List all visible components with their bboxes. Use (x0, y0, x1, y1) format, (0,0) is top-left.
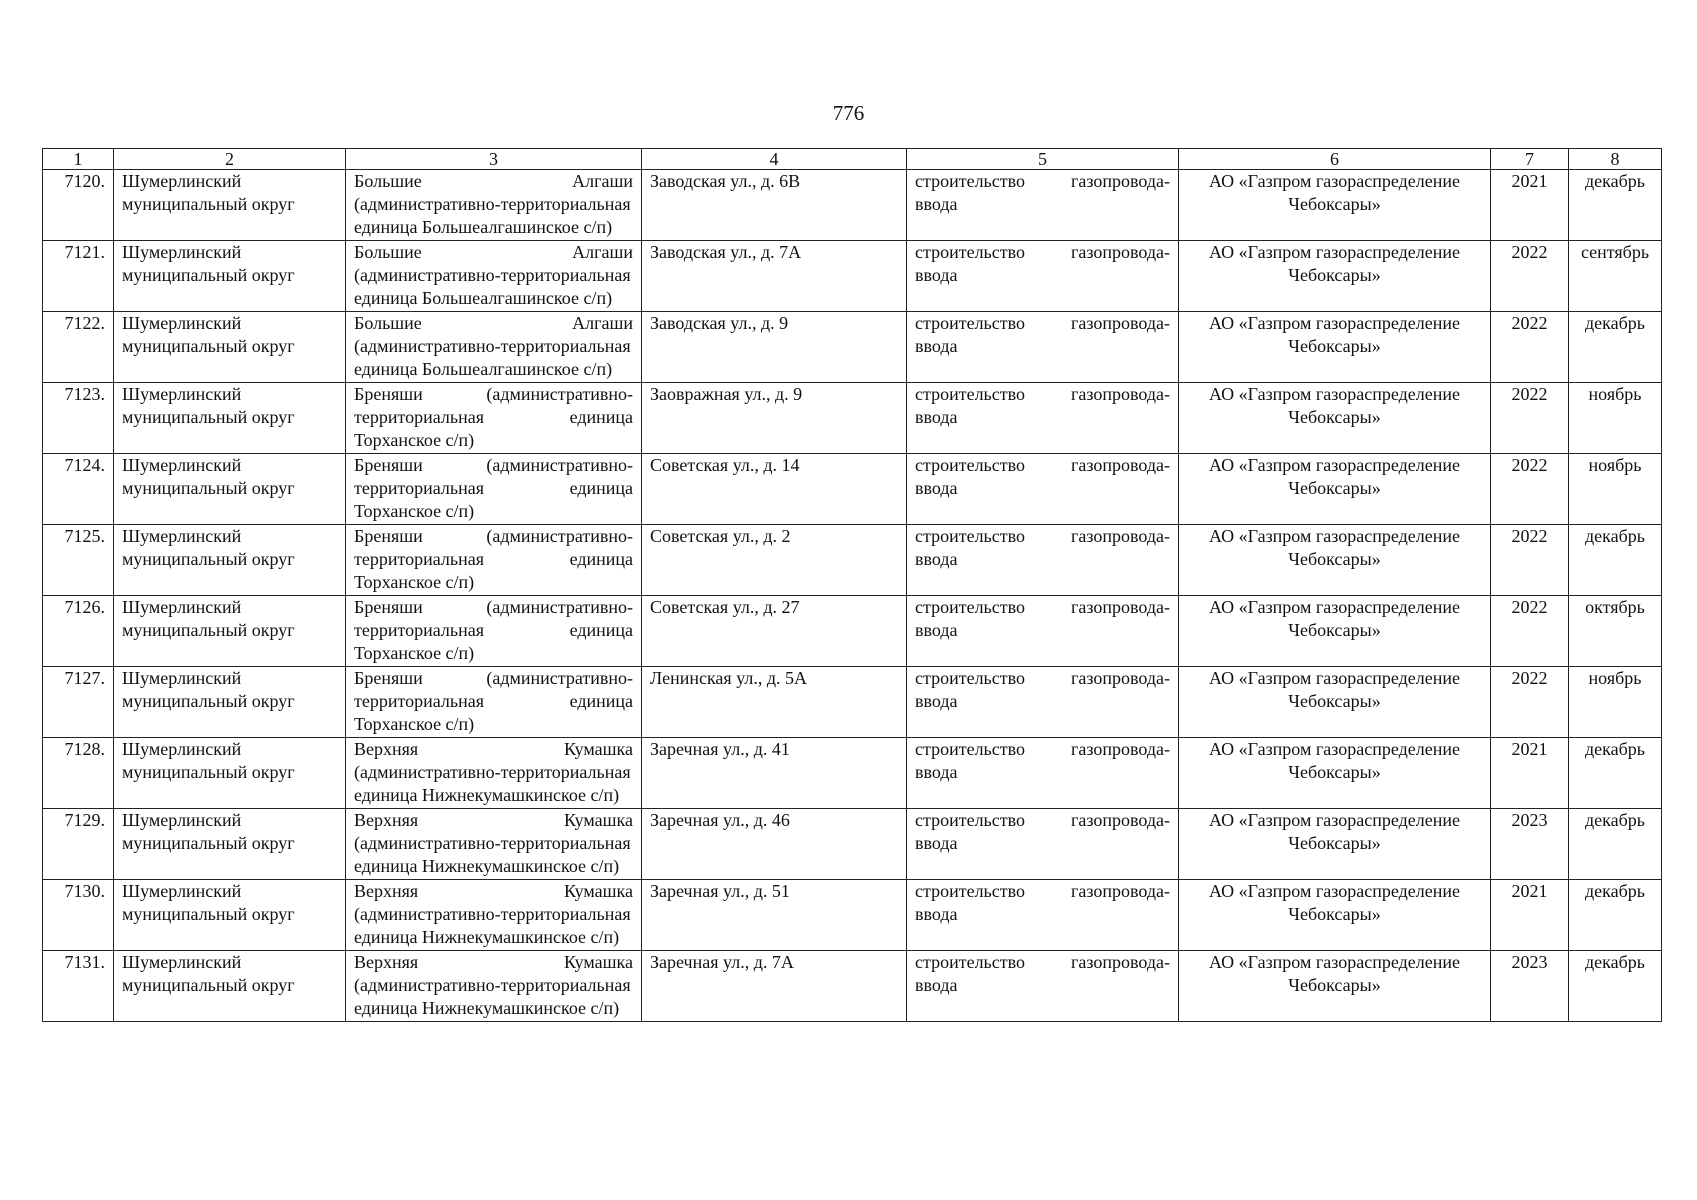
year-cell: 2022 (1491, 312, 1569, 383)
month-cell: сентябрь (1569, 241, 1662, 312)
row-number: 7125. (43, 525, 114, 596)
column-header: 5 (907, 149, 1179, 170)
row-number: 7123. (43, 383, 114, 454)
column-header: 6 (1179, 149, 1491, 170)
organization-cell: АО «Газпром газораспределение Чебоксары» (1179, 312, 1491, 383)
gas-connection-table (42, 148, 1662, 1022)
column-number-row (43, 149, 1662, 170)
settlement-cell: Бреняши (административно-территориальная единица Торханское с/п) (346, 454, 642, 525)
month-cell: ноябрь (1569, 383, 1662, 454)
year-cell: 2021 (1491, 170, 1569, 241)
address-cell: Заовражная ул., д. 9 (642, 383, 907, 454)
column-header: 3 (346, 149, 642, 170)
address-cell: Советская ул., д. 2 (642, 525, 907, 596)
organization-cell: АО «Газпром газораспределение Чебоксары» (1179, 951, 1491, 1022)
row-number: 7127. (43, 667, 114, 738)
year-cell: 2022 (1491, 667, 1569, 738)
month-cell: декабрь (1569, 312, 1662, 383)
column-header: 2 (114, 149, 346, 170)
district-cell: Шумерлинский муниципальный округ (114, 738, 346, 809)
address-cell: Заречная ул., д. 7А (642, 951, 907, 1022)
work-type-cell: строительство газопровода-ввода (907, 312, 1179, 383)
row-number: 7124. (43, 454, 114, 525)
month-cell: декабрь (1569, 738, 1662, 809)
page-number: 776 (832, 101, 865, 125)
settlement-cell: Бреняши (административно-территориальная единица Торханское с/п) (346, 525, 642, 596)
address-cell: Заводская ул., д. 9 (642, 312, 907, 383)
table-row (43, 525, 1662, 596)
district-cell: Шумерлинский муниципальный округ (114, 525, 346, 596)
settlement-cell: Большие Алгаши (административно-территориальная единица Большеалгашинское с/п) (346, 170, 642, 241)
row-number: 7122. (43, 312, 114, 383)
row-number: 7121. (43, 241, 114, 312)
row-number: 7131. (43, 951, 114, 1022)
year-cell: 2023 (1491, 951, 1569, 1022)
row-number: 7120. (43, 170, 114, 241)
table-row (43, 170, 1662, 241)
row-number: 7126. (43, 596, 114, 667)
year-cell: 2021 (1491, 880, 1569, 951)
address-cell: Советская ул., д. 14 (642, 454, 907, 525)
work-type-cell: строительство газопровода-ввода (907, 525, 1179, 596)
organization-cell: АО «Газпром газораспределение Чебоксары» (1179, 525, 1491, 596)
year-cell: 2022 (1491, 241, 1569, 312)
organization-cell: АО «Газпром газораспределение Чебоксары» (1179, 454, 1491, 525)
month-cell: ноябрь (1569, 667, 1662, 738)
settlement-cell: Верхняя Кумашка (административно-территориальная единица Нижнекумашкинское с/п) (346, 738, 642, 809)
work-type-cell: строительство газопровода-ввода (907, 383, 1179, 454)
settlement-cell: Верхняя Кумашка (административно-территориальная единица Нижнекумашкинское с/п) (346, 880, 642, 951)
row-number: 7128. (43, 738, 114, 809)
district-cell: Шумерлинский муниципальный округ (114, 667, 346, 738)
work-type-cell: строительство газопровода-ввода (907, 170, 1179, 241)
address-cell: Заводская ул., д. 6В (642, 170, 907, 241)
district-cell: Шумерлинский муниципальный округ (114, 383, 346, 454)
address-cell: Ленинская ул., д. 5А (642, 667, 907, 738)
organization-cell: АО «Газпром газораспределение Чебоксары» (1179, 667, 1491, 738)
row-number: 7130. (43, 880, 114, 951)
organization-cell: АО «Газпром газораспределение Чебоксары» (1179, 880, 1491, 951)
district-cell: Шумерлинский муниципальный округ (114, 454, 346, 525)
organization-cell: АО «Газпром газораспределение Чебоксары» (1179, 383, 1491, 454)
district-cell: Шумерлинский муниципальный округ (114, 880, 346, 951)
table-row (43, 312, 1662, 383)
year-cell: 2022 (1491, 525, 1569, 596)
column-header: 8 (1569, 149, 1662, 170)
table-row (43, 880, 1662, 951)
district-cell: Шумерлинский муниципальный округ (114, 809, 346, 880)
month-cell: декабрь (1569, 809, 1662, 880)
work-type-cell: строительство газопровода-ввода (907, 667, 1179, 738)
month-cell: декабрь (1569, 880, 1662, 951)
work-type-cell: строительство газопровода-ввода (907, 738, 1179, 809)
table-row (43, 596, 1662, 667)
work-type-cell: строительство газопровода-ввода (907, 454, 1179, 525)
table-row (43, 738, 1662, 809)
settlement-cell: Большие Алгаши (административно-территориальная единица Большеалгашинское с/п) (346, 312, 642, 383)
address-cell: Заречная ул., д. 46 (642, 809, 907, 880)
settlement-cell: Бреняши (административно-территориальная единица Торханское с/п) (346, 667, 642, 738)
column-header: 1 (43, 149, 114, 170)
settlement-cell: Верхняя Кумашка (административно-территориальная единица Нижнекумашкинское с/п) (346, 951, 642, 1022)
district-cell: Шумерлинский муниципальный округ (114, 241, 346, 312)
table-row (43, 383, 1662, 454)
work-type-cell: строительство газопровода-ввода (907, 596, 1179, 667)
table-row (43, 951, 1662, 1022)
district-cell: Шумерлинский муниципальный округ (114, 596, 346, 667)
work-type-cell: строительство газопровода-ввода (907, 809, 1179, 880)
month-cell: ноябрь (1569, 454, 1662, 525)
month-cell: октябрь (1569, 596, 1662, 667)
table-row (43, 667, 1662, 738)
district-cell: Шумерлинский муниципальный округ (114, 951, 346, 1022)
year-cell: 2022 (1491, 596, 1569, 667)
work-type-cell: строительство газопровода-ввода (907, 951, 1179, 1022)
address-cell: Заречная ул., д. 51 (642, 880, 907, 951)
year-cell: 2022 (1491, 383, 1569, 454)
organization-cell: АО «Газпром газораспределение Чебоксары» (1179, 596, 1491, 667)
district-cell: Шумерлинский муниципальный округ (114, 312, 346, 383)
column-header: 7 (1491, 149, 1569, 170)
year-cell: 2023 (1491, 809, 1569, 880)
settlement-cell: Большие Алгаши (административно-территориальная единица Большеалгашинское с/п) (346, 241, 642, 312)
address-cell: Советская ул., д. 27 (642, 596, 907, 667)
month-cell: декабрь (1569, 525, 1662, 596)
work-type-cell: строительство газопровода-ввода (907, 880, 1179, 951)
month-cell: декабрь (1569, 951, 1662, 1022)
district-cell: Шумерлинский муниципальный округ (114, 170, 346, 241)
year-cell: 2021 (1491, 738, 1569, 809)
month-cell: декабрь (1569, 170, 1662, 241)
table-row (43, 241, 1662, 312)
address-cell: Заводская ул., д. 7А (642, 241, 907, 312)
organization-cell: АО «Газпром газораспределение Чебоксары» (1179, 809, 1491, 880)
organization-cell: АО «Газпром газораспределение Чебоксары» (1179, 241, 1491, 312)
table-row (43, 809, 1662, 880)
address-cell: Заречная ул., д. 41 (642, 738, 907, 809)
settlement-cell: Бреняши (административно-территориальная единица Торханское с/п) (346, 383, 642, 454)
row-number: 7129. (43, 809, 114, 880)
organization-cell: АО «Газпром газораспределение Чебоксары» (1179, 738, 1491, 809)
year-cell: 2022 (1491, 454, 1569, 525)
organization-cell: АО «Газпром газораспределение Чебоксары» (1179, 170, 1491, 241)
work-type-cell: строительство газопровода-ввода (907, 241, 1179, 312)
settlement-cell: Верхняя Кумашка (административно-территориальная единица Нижнекумашкинское с/п) (346, 809, 642, 880)
table-row (43, 454, 1662, 525)
column-header: 4 (642, 149, 907, 170)
settlement-cell: Бреняши (административно-территориальная единица Торханское с/п) (346, 596, 642, 667)
